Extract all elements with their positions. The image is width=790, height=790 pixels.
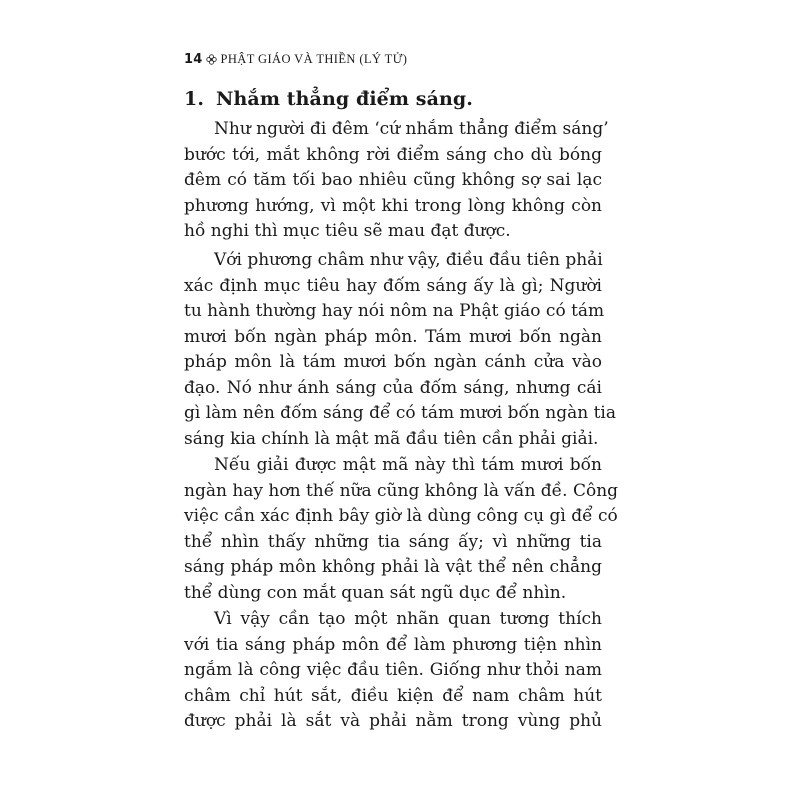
text-line: Như người đi đêm ‘cứ nhắm thẳng điểm sáng’	[214, 119, 609, 139]
text-line: với tia sáng pháp môn để làm phương tiện nhìn	[184, 634, 602, 655]
text-line: thể nhìn thấy những tia sáng ấy; vì những tia	[184, 531, 602, 552]
text-line: sáng pháp môn không phải là vật thể nên chẳng	[184, 557, 602, 577]
text-line: Nếu giải được mật mã này thì tám mươi bốn	[214, 455, 602, 475]
text-line: pháp môn là tám mươi bốn ngàn cánh cửa vào	[184, 352, 602, 372]
text-line: xác định mục tiêu hay đốm sáng ấy là gì; Người	[184, 275, 602, 296]
text-line: ngàn hay hơn thế nữa cũng không là vấn đề. Công	[184, 480, 619, 501]
text-line: được phải là sắt và phải nằm trong vùng phủ	[184, 711, 602, 731]
text-line: ngắm là công việc đầu tiên. Giống như thỏi nam	[184, 660, 602, 680]
text-line: Với phương châm như vậy, điều đầu tiên phải	[214, 250, 603, 270]
text-line: bước tới, mắt không rời điểm sáng cho dù bóng	[184, 144, 602, 165]
text-line: hồ nghi thì mục tiêu sẽ mau đạt được.	[184, 221, 511, 241]
text-line: việc cần xác định bây giờ là dùng công cụ gì để có	[184, 506, 618, 526]
page-number: 14	[184, 51, 203, 67]
paragraph	[184, 607, 602, 735]
text-line: phương hướng, vì một khi trong lòng không còn	[184, 195, 602, 216]
text-line: mươi bốn ngàn pháp môn. Tám mươi bốn ngàn	[184, 326, 602, 347]
text-line: sáng kia chính là mật mã đầu tiên cần phải giải.	[184, 428, 599, 449]
section-title: Nhắm thẳng điểm sáng.	[216, 88, 474, 110]
paragraph	[184, 117, 609, 245]
text-line: châm chỉ hút sắt, điều kiện để nam châm hút	[184, 685, 602, 706]
text-line: thể dùng con mắt quan sát ngũ dục để nhìn.	[184, 582, 567, 603]
flower-ornament-icon	[206, 54, 217, 65]
text-line: đêm có tăm tối bao nhiêu cũng không sợ sai lạc	[184, 170, 602, 190]
section-heading	[184, 86, 473, 112]
paragraph	[184, 248, 616, 452]
running-head	[184, 49, 407, 69]
text-line: Vì vậy cần tạo một nhãn quan tương thích	[214, 609, 602, 629]
text-line: gì làm nên đốm sáng để có tám mươi bốn ngàn tia	[184, 403, 616, 423]
section-number: 1.	[184, 88, 205, 110]
book-title: PHẬT GIÁO VÀ THIỀN (LÝ TỬ)	[220, 51, 408, 66]
paragraph	[184, 453, 619, 606]
text-line: tu hành thường hay nói nôm na Phật giáo có tám	[184, 301, 605, 321]
text-line: đạo. Nó như ánh sáng của đốm sáng, nhưng cái	[184, 377, 602, 398]
